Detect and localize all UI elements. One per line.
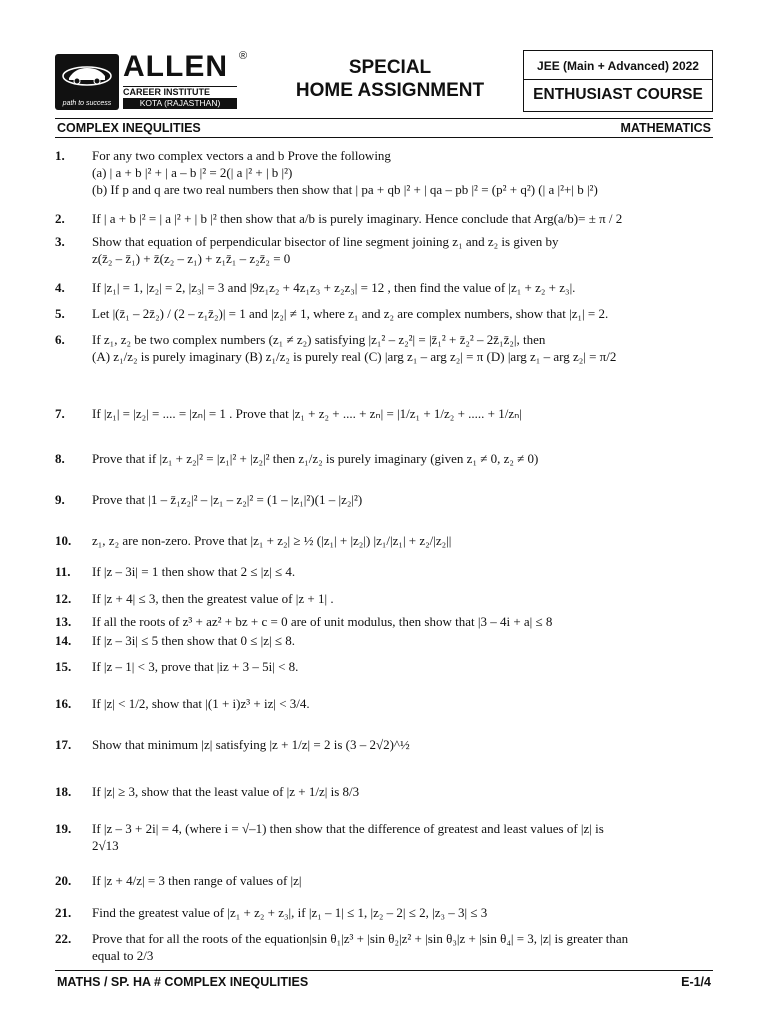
question-text: If |z – 3i| ≤ 5 then show that 0 ≤ |z| ≤ 8. bbox=[92, 633, 295, 648]
question-text: Prove that if |z₁ + z₂|² = |z₁|² + |z₂|² then z₁/z₂ is purely imaginary (given z₁ ≠ 0, z₂ ≠ 0) bbox=[92, 451, 539, 466]
question-text: If |z – 1| < 3, prove that |iz + 3 – 5i| < 8. bbox=[92, 659, 299, 674]
question-body bbox=[92, 821, 712, 853]
question-text: Prove that |1 – z̄₁z₂|² – |z₁ – z₂|² = (1 – |z₁|²)(1 – |z₂|²) bbox=[92, 492, 363, 507]
title-line-1: SPECIAL bbox=[348, 57, 432, 78]
question-number: 14. bbox=[55, 633, 72, 648]
question-body bbox=[92, 591, 712, 606]
question-body bbox=[92, 564, 712, 579]
question-body bbox=[92, 306, 712, 321]
question-text: If z₁, z₂ be two complex numbers (z₁ ≠ z₂) satisfying |z₁² – z₂²| = |z̄₁² + z̄₂² – 2z̄₁z̄₂|, then bbox=[92, 332, 546, 347]
topic-bar bbox=[55, 118, 713, 138]
question-body bbox=[92, 873, 712, 888]
question-number: 18. bbox=[55, 784, 72, 799]
page-footer bbox=[55, 970, 713, 990]
question-subpart: (a) | a + b |² + | a – b |² = 2(| a |² + | b |²) bbox=[92, 165, 293, 180]
question-number: 7. bbox=[55, 406, 65, 421]
question-number: 9. bbox=[55, 492, 65, 507]
question-text: Find the greatest value of |z₁ + z₂ + z₃|, if |z₁ – 1| ≤ 1, |z₂ – 2| ≤ 2, |z₃ – 3| ≤ 3 bbox=[92, 905, 488, 920]
question-text: If |z| ≥ 3, show that the least value of |z + 1/z| is 8/3 bbox=[92, 784, 360, 799]
question-body bbox=[92, 905, 712, 920]
question-number: 17. bbox=[55, 737, 72, 752]
logo-emblem-icon bbox=[55, 54, 119, 110]
question-number: 22. bbox=[55, 931, 72, 946]
question-subpart: equal to 2/3 bbox=[92, 948, 154, 963]
question-body bbox=[92, 332, 712, 364]
question-body bbox=[92, 234, 712, 266]
page-title bbox=[275, 56, 505, 102]
question-number: 10. bbox=[55, 533, 72, 548]
question-body bbox=[92, 659, 712, 674]
question-number: 1. bbox=[55, 148, 65, 163]
question-text: If |z₁| = 1, |z₂| = 2, |z₃| = 3 and |9z₁z₂ + 4z₁z₃ + z₂z₃| = 12 , then find the value of |z₁ + z₂ + z₃|. bbox=[92, 280, 576, 295]
logo-tagline: path to success bbox=[62, 100, 112, 107]
question-number: 11. bbox=[55, 564, 71, 579]
question-text: If | a + b |² = | a |² + | b |² then show that a/b is purely imaginary. Hence conclude that Arg(a/b)= ± π / 2 bbox=[92, 211, 623, 226]
allen-logo bbox=[55, 50, 248, 110]
question-body bbox=[92, 451, 712, 466]
course-box bbox=[523, 50, 713, 112]
question-text: For any two complex vectors a and b Prove the following bbox=[92, 148, 391, 163]
question-text: If |z₁| = |z₂| = .... = |zₙ| = 1 . Prove that |z₁ + z₂ + .... + zₙ| = |1/z₁ + 1/z₂ + ..... + 1/zₙ| bbox=[92, 406, 522, 421]
registered-mark: ® bbox=[239, 50, 248, 62]
question-subpart: 2√13 bbox=[92, 838, 119, 853]
question-body bbox=[92, 633, 712, 648]
question-body bbox=[92, 784, 712, 799]
logo-location: KOTA (RAJASTHAN) bbox=[123, 98, 237, 109]
question-number: 21. bbox=[55, 905, 72, 920]
title-line-2: HOME ASSIGNMENT bbox=[295, 80, 485, 101]
question-text: Prove that for all the roots of the equation|sin θ₁|z³ + |sin θ₂|z² + |sin θ₃|z + |sin θ₄| = 3, |z| is greater than bbox=[92, 931, 629, 946]
question-body bbox=[92, 148, 712, 197]
question-text: If |z – 3i| = 1 then show that 2 ≤ |z| ≤ 4. bbox=[92, 564, 296, 579]
question-body bbox=[92, 533, 712, 548]
question-text: Let |(z̄₁ – 2z̄₂) / (2 – z₁z̄₂)| = 1 and |z₂| ≠ 1, where z₁ and z₂ are complex numbers, show that |z₁| = 2. bbox=[92, 306, 609, 321]
logo-name: ALLEN bbox=[123, 50, 228, 83]
page-header bbox=[55, 48, 713, 116]
question-number: 8. bbox=[55, 451, 65, 466]
subject-title: MATHEMATICS bbox=[620, 121, 711, 135]
exam-label: JEE (Main + Advanced) 2022 bbox=[537, 59, 699, 73]
question-body bbox=[92, 614, 712, 629]
question-number: 4. bbox=[55, 280, 65, 295]
question-number: 13. bbox=[55, 614, 72, 629]
question-text: z₁, z₂ are non-zero. Prove that |z₁ + z₂| ≥ ½ (|z₁| + |z₂|) |z₁/|z₁| + z₂/|z₂|| bbox=[92, 533, 452, 548]
question-number: 3. bbox=[55, 234, 65, 249]
topic-title: COMPLEX INEQULITIES bbox=[57, 121, 201, 135]
question-text: Show that equation of perpendicular bisector of line segment joining z₁ and z₂ is given by bbox=[92, 234, 559, 249]
question-subpart: z(z̄₂ – z̄₁) + z̄(z₂ – z₁) + z₁z̄₁ – z₂z̄₂ = 0 bbox=[92, 251, 291, 266]
question-number: 20. bbox=[55, 873, 72, 888]
car-emblem-icon bbox=[55, 54, 119, 98]
question-text: Show that minimum |z| satisfying |z + 1/z| = 2 is (3 – 2√2)^½ bbox=[92, 737, 410, 752]
question-number: 2. bbox=[55, 211, 65, 226]
logo-institute: CAREER INSTITUTE bbox=[123, 86, 237, 97]
question-text: If |z + 4| ≤ 3, then the greatest value of |z + 1| . bbox=[92, 591, 334, 606]
question-subpart: (A) z₁/z₂ is purely imaginary (B) z₁/z₂ is purely real (C) |arg z₁ – arg z₂| = π (D) |arg z₁ – arg z₂| = π/2 bbox=[92, 349, 617, 364]
question-body bbox=[92, 931, 712, 963]
question-number: 15. bbox=[55, 659, 72, 674]
question-number: 19. bbox=[55, 821, 72, 836]
footer-left: MATHS / SP. HA # COMPLEX INEQULITIES bbox=[57, 975, 309, 989]
question-text: If |z| < 1/2, show that |(1 + i)z³ + iz| < 3/4. bbox=[92, 696, 310, 711]
question-text: If |z – 3 + 2i| = 4, (where i = √–1) then show that the difference of greatest and least values of |z| is bbox=[92, 821, 604, 836]
question-body bbox=[92, 492, 712, 507]
question-body bbox=[92, 696, 712, 711]
question-text: If |z + 4/z| = 3 then range of values of |z| bbox=[92, 873, 302, 888]
question-text: If all the roots of z³ + az² + bz + c = 0 are of unit modulus, then show that |3 – 4i + a| ≤ 8 bbox=[92, 614, 553, 629]
question-number: 5. bbox=[55, 306, 65, 321]
question-number: 16. bbox=[55, 696, 72, 711]
course-name: ENTHUSIAST COURSE bbox=[524, 79, 712, 106]
question-number: 12. bbox=[55, 591, 72, 606]
page-number: E-1/4 bbox=[681, 975, 711, 989]
question-body bbox=[92, 406, 712, 421]
question-number: 6. bbox=[55, 332, 65, 347]
question-body bbox=[92, 280, 712, 295]
question-body bbox=[92, 737, 712, 752]
question-body bbox=[92, 211, 712, 226]
question-subpart: (b) If p and q are two real numbers then show that | pa + qb |² + | qa – pb |² = (p² + q²) (| a |²+| b |²) bbox=[92, 182, 598, 197]
